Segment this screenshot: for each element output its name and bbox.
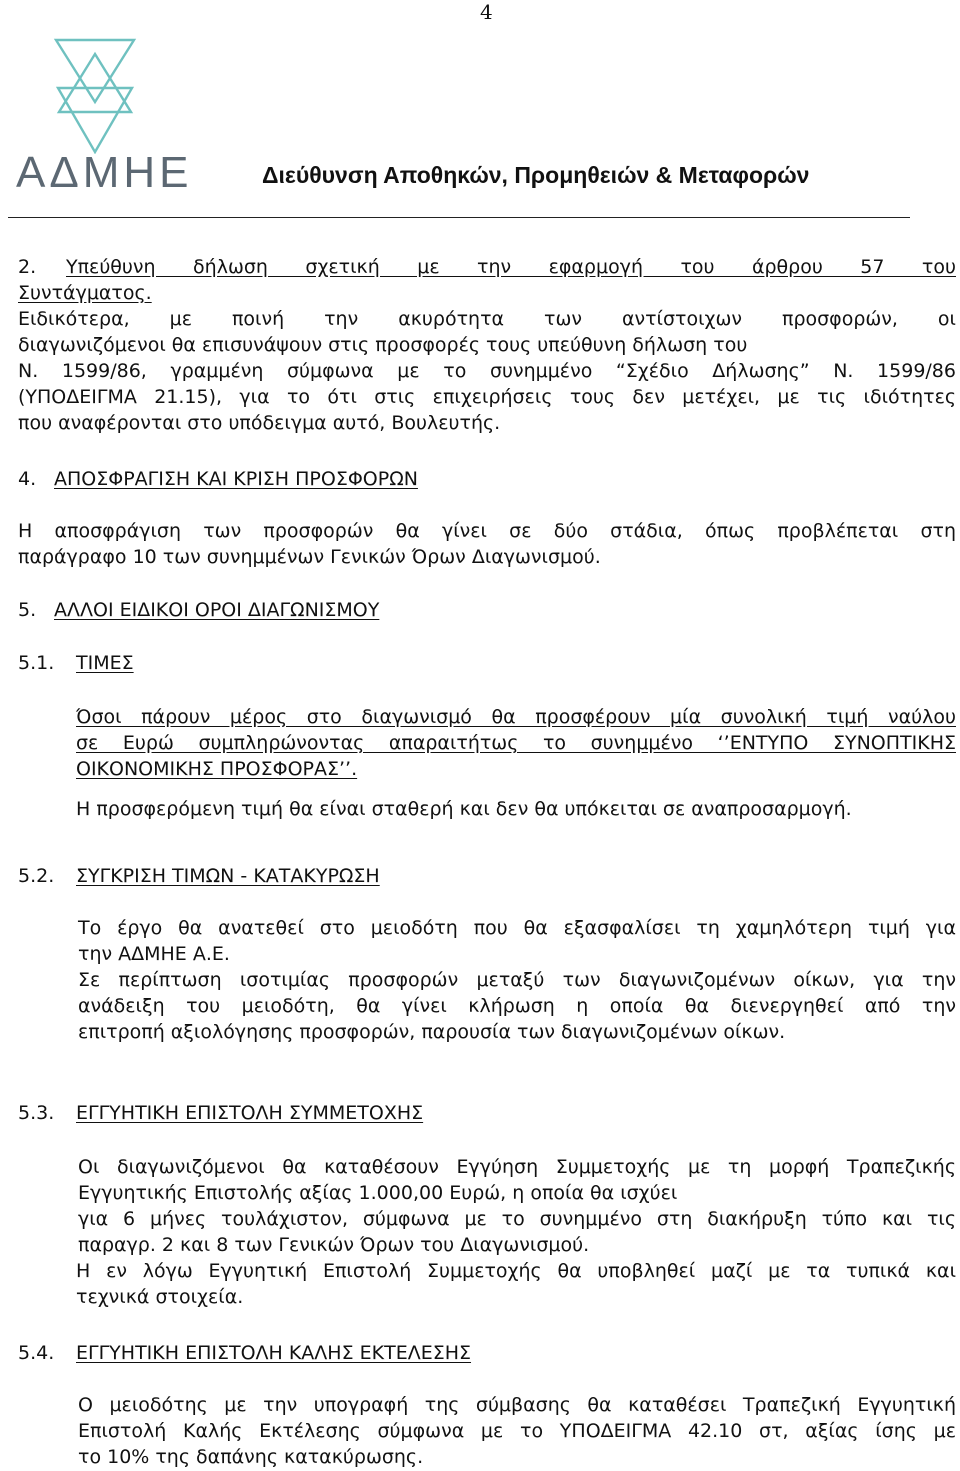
section-5-1-line: σε Ευρώ συμπληρώνοντας απαραιτήτως το συνημμένο ‘’ΕΝΤΥΠΟ ΣΥΝΟΠΤΙΚΗΣ [76, 732, 956, 754]
section-5-4-line: Επιστολή Καλής Εκτέλεσης σύμφωνα με το ΥΠΟΔΕΙΓΜΑ 42.10 στ, αξίας ίσης με [78, 1420, 956, 1442]
section-5-3-number: 5.3. [18, 1102, 55, 1124]
section-5-2-number: 5.2. [18, 865, 55, 887]
section-5-1-note: Η προσφερόμενη τιμή θα είναι σταθερή και δεν θα υπόκειται σε αναπροσαρμογή. [76, 798, 852, 820]
section-5-2-line: επιτροπή αξιολόγησης προσφορών, παρουσία των διαγωνιζομένων οίκων. [78, 1021, 786, 1043]
section-2-line: που αναφέρονται στο υπόδειγμα αυτό, Βουλευτής. [18, 412, 501, 434]
section-4-line: παράγραφο 10 των συνημμένων Γενικών Όρων Διαγωνισμού. [18, 546, 601, 568]
section-5-2-line: ανάδειξη του μειοδότη, θα γίνει κλήρωση η οποία θα διενεργηθεί από την [78, 995, 956, 1017]
section-5-4-line: Ο μειοδότης με την υπογραφή της σύμβασης θα καταθέσει Τραπεζική Εγγυητική [78, 1394, 956, 1416]
section-2-line: Ειδικότερα, με ποινή την ακυρότητα των αντίστοιχων προσφορών, οι [18, 308, 956, 330]
section-5-1-line: Όσοι πάρουν μέρος στο διαγωνισμό θα προσφέρουν μία συνολική τιμή ναύλου [76, 706, 956, 728]
section-2-heading-line2: Συντάγματος. [18, 282, 152, 304]
section-5-2-title: ΣΥΓΚΡΙΣΗ ΤΙΜΩΝ - ΚΑΤΑΚΥΡΩΣΗ [76, 865, 380, 887]
section-5-3-line: Οι διαγωνιζόμενοι θα καταθέσουν Εγγύηση Συμμετοχής με τη μορφή Τραπεζικής [78, 1156, 956, 1178]
header-rule [8, 217, 910, 218]
section-5-3-line: τεχνικά στοιχεία. [76, 1286, 244, 1308]
section-2-heading-line1: Υπεύθυνη δήλωση σχετική με την εφαρμογή του άρθρου 57 του [66, 256, 956, 278]
section-2-line: διαγωνιζόμενοι θα επισυνάψουν στις προσφορές τους υπεύθυνη δήλωση του [18, 334, 748, 356]
section-2-line: (ΥΠΟΔΕΙΓΜΑ 21.15), για το ότι στις επιχειρήσεις τους δεν μετέχει, με τις ιδιότητες [18, 386, 956, 408]
section-5-2-line: Το έργο θα ανατεθεί στο μειοδότη που θα εξασφαλίσει τη χαμηλότερη τιμή για [78, 917, 956, 939]
section-5-1-number: 5.1. [18, 652, 55, 674]
page-number: 4 [480, 0, 493, 24]
section-4-line: Η αποσφράγιση των προσφορών θα γίνει σε δύο στάδια, όπως προβλέπεται στη [18, 520, 956, 542]
section-2-line: Ν. 1599/86, γραμμένη σύμφωνα με το συνημμένο “Σχέδιο Δήλωσης” Ν. 1599/86 [18, 360, 956, 382]
section-5-title: ΑΛΛΟΙ ΕΙΔΙΚΟΙ ΟΡΟΙ ΔΙΑΓΩΝΙΣΜΟΥ [54, 599, 380, 621]
section-5-4-title: ΕΓΓΥΗΤΙΚΗ ΕΠΙΣΤΟΛΗ ΚΑΛΗΣ ΕΚΤΕΛΕΣΗΣ [76, 1342, 472, 1364]
section-4-title: ΑΠΟΣΦΡΑΓΙΣΗ ΚΑΙ ΚΡΙΣΗ ΠΡΟΣΦΟΡΩΝ [54, 468, 418, 490]
section-5-4-number: 5.4. [18, 1342, 55, 1364]
section-5-3-line: Εγγυητικής Επιστολής αξίας 1.000,00 Ευρώ, η οποία θα ισχύει [78, 1182, 678, 1204]
section-4-number: 4. [18, 468, 37, 490]
section-5-3-line: παραγρ. 2 και 8 των Γενικών Όρων του Διαγωνισμού. [78, 1234, 590, 1256]
admie-logo-mark [50, 36, 140, 154]
section-5-1-line: ΟΙΚΟΝΟΜΙΚΗΣ ΠΡΟΣΦΟΡΑΣ’’. [76, 758, 358, 780]
section-5-number: 5. [18, 599, 37, 621]
section-5-3-line: για 6 μήνες τουλάχιστον, σύμφωνα με το συνημμένο στη διακήρυξη τύπο και τις [78, 1208, 956, 1230]
section-2-number: 2. [18, 256, 37, 278]
department-title: Διεύθυνση Αποθηκών, Προμηθειών & Μεταφορών [262, 162, 810, 188]
section-5-4-line: το 10% της δαπάνης κατακύρωσης. [78, 1446, 424, 1468]
section-5-2-line: Σε περίπτωση ισοτιμίας προσφορών μεταξύ των διαγωνιζομένων οίκων, για την [78, 969, 956, 991]
section-5-1-title: ΤΙΜΕΣ [76, 652, 134, 674]
section-5-2-line: την ΑΔΜΗΕ Α.Ε. [78, 943, 230, 965]
section-5-3-title: ΕΓΓΥΗΤΙΚΗ ΕΠΙΣΤΟΛΗ ΣΥΜΜΕΤΟΧΗΣ [76, 1102, 424, 1124]
section-5-3-line: Η εν λόγω Εγγυητική Επιστολή Συμμετοχής θα υποβληθεί μαζί με τα τυπικά και [76, 1260, 956, 1282]
logo-wordmark: ΑΔΜΗΕ [16, 148, 193, 197]
